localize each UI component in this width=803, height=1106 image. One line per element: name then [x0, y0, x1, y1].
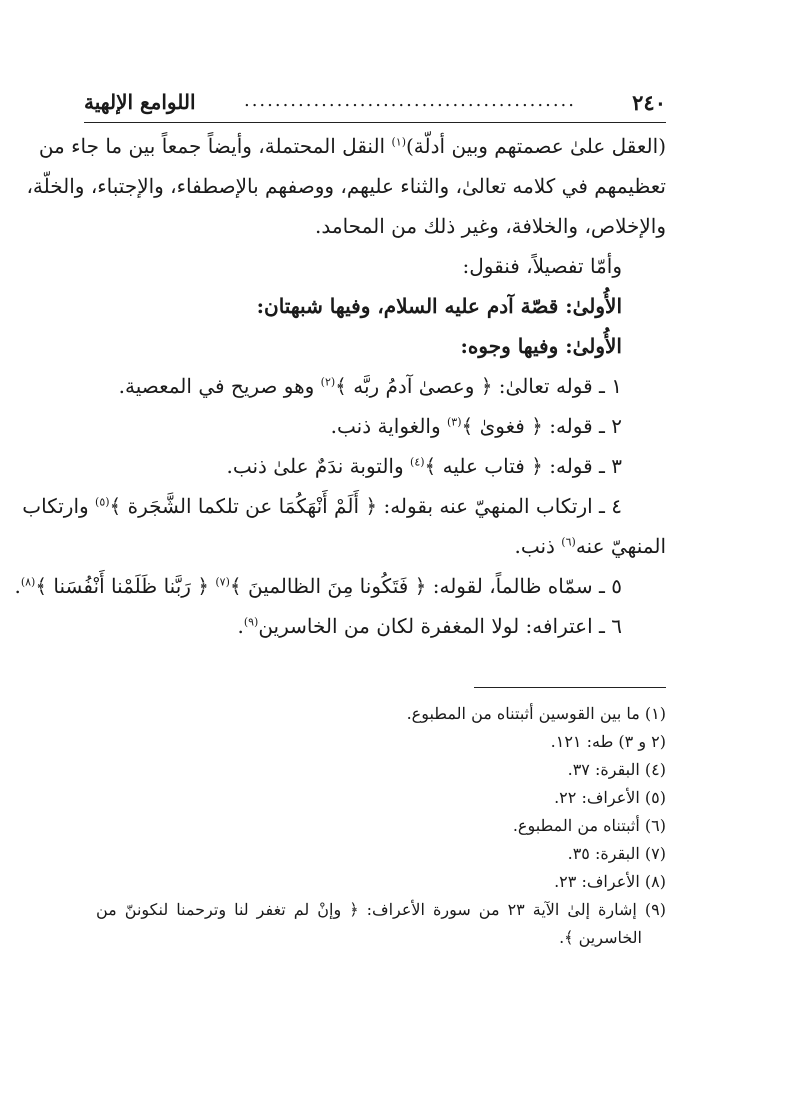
text-line: (العقل علىٰ عصمتهم وبين أدلّة)$^{(١)}$ النقل المحتملة، وأيضاً جمعاً بين ما جاء من	[38, 134, 666, 158]
text-line: وأمّا تفصيلاً، فنقول:	[462, 254, 622, 278]
list-item: ٥ ـ سمّاه ظالماً، لقوله: ﴿ فَتَكُونا مِنَ الظالمينَ ﴾$^{(٧)}$ ﴿ رَبَّنا ظَلَمْنا أَنْفُسَنا ﴾$^{(٨)}$.	[14, 574, 622, 598]
text-line: المنهيّ عنه$^{(٦)}$ ذنب.	[514, 534, 666, 558]
footnote-separator	[474, 687, 666, 688]
footnote-ref: (٨)	[20, 575, 36, 589]
list-item: ٤ ـ ارتكاب المنهيّ عنه بقوله: ﴿ أَلَمْ أَنْهَكُمَا عن تلكما الشَّجَرة ﴾$^{(٥)}$ وارتكاب	[22, 494, 622, 518]
header-leader-dots: ...........................................	[243, 90, 577, 111]
list-item: ٢ ـ قوله: ﴿ فغوىٰ ﴾$^{(٣)}$ والغواية ذنب.	[330, 414, 622, 438]
footnote-ref: (٣)	[447, 415, 462, 429]
running-header	[84, 88, 666, 123]
footnote: (٩) إشارة إلىٰ الآية ٢٣ من سورة الأعراف: ﴿ وإنْ لم تغفر لنا وترحمنا لنكوننّ من	[96, 900, 666, 919]
footnote: (١) ما بين القوسين أثبتناه من المطبوع.	[406, 704, 666, 723]
footnote: (٧) البقرة: ٣٥.	[567, 844, 666, 863]
footnote-ref: (٢)	[320, 375, 336, 389]
footnote-ref: (١)	[391, 135, 406, 149]
footnote: (٦) أثبتناه من المطبوع.	[512, 816, 666, 835]
list-item: ٣ ـ قوله: ﴿ فتاب عليه ﴾$^{(٤)}$ والتوبة ندَمٌ علىٰ ذنب.	[226, 454, 622, 478]
footnote: (٨) الأعراف: ٢٣.	[554, 872, 666, 891]
subsection-heading: الأُولىٰ: وفيها وجوه:	[460, 334, 622, 358]
list-item: ١ ـ قوله تعالىٰ: ﴿ وعصىٰ آدمُ ربَّه ﴾$^{(٢)}$ وهو صريح في المعصية.	[118, 374, 622, 398]
footnote: (٢ و ٣) طه: ١٢١.	[550, 732, 666, 751]
text-line: والإخلاص، والخلافة، وغير ذلك من المحامد.	[315, 214, 666, 238]
footnote-ref: (٦)	[561, 535, 576, 549]
footnote: (٥) الأعراف: ٢٢.	[554, 788, 666, 807]
footnote-ref: (٩)	[243, 615, 259, 629]
footnote-ref: (٤)	[410, 455, 425, 469]
page-number: ٢٤٠	[632, 90, 666, 115]
list-item: ٦ ـ اعترافه: لولا المغفرة لكان من الخاسرين$^{(٩)}$.	[237, 614, 622, 638]
footnote: (٤) البقرة: ٣٧.	[567, 760, 666, 779]
footnote-continuation: الخاسرين ﴾.	[559, 928, 642, 947]
running-title: اللوامع الإلهية	[84, 90, 196, 114]
text-line: تعظيمهم في كلامه تعالىٰ، والثناء عليهم، ووصفهم بالإصطفاء، والإجتباء، والخلّة،	[26, 174, 666, 198]
footnote-ref: (٧)	[215, 575, 230, 589]
footnote-ref: (٥)	[95, 495, 110, 509]
section-heading: الأُولىٰ: قصّة آدم عليه السلام، وفيها شبهتان:	[256, 294, 622, 318]
